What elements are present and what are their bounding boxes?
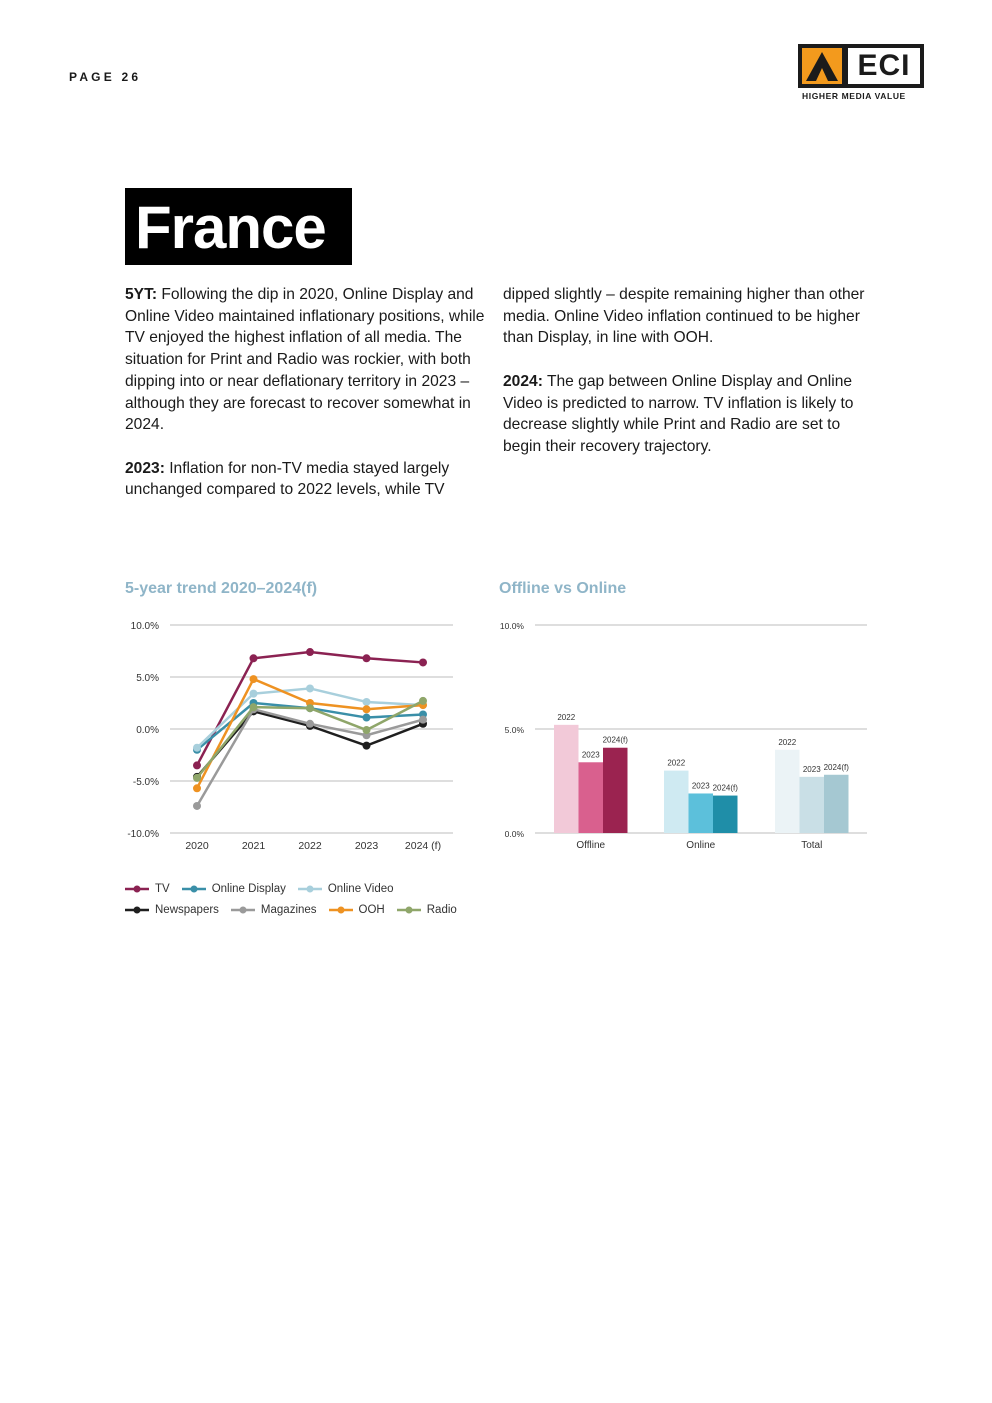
data-point	[306, 648, 314, 656]
data-point	[419, 697, 427, 705]
x-tick-label: 2023	[354, 840, 379, 852]
paragraph-text: Inflation for non-TV media stayed largely unchanged compared to 2022 levels, while TV	[125, 459, 450, 499]
x-tick-label: Total	[801, 840, 823, 851]
legend-item	[298, 883, 394, 895]
legend-swatch-dot	[306, 885, 313, 892]
legend-item	[125, 883, 170, 895]
data-point	[193, 744, 201, 752]
paragraph-2023	[125, 458, 489, 501]
legend-label: Newspapers	[155, 903, 219, 916]
bar	[775, 750, 800, 833]
eci-logo	[798, 44, 924, 102]
data-point	[250, 703, 258, 711]
body-column-right	[503, 284, 867, 479]
y-tick-label: 0.0%	[504, 829, 524, 839]
legend-row	[125, 878, 485, 899]
legend-swatch-dot	[190, 885, 197, 892]
bar-label: 2022	[667, 758, 686, 768]
bar	[689, 793, 714, 833]
bar-label: 2022	[778, 737, 797, 747]
data-point	[363, 698, 371, 706]
data-point	[250, 690, 258, 698]
page-number: PAGE 26	[69, 70, 142, 84]
legend-item	[329, 904, 385, 916]
data-point	[193, 784, 201, 792]
bar	[603, 748, 628, 833]
paragraph-label: 5YT:	[125, 286, 158, 303]
x-tick-label: 2020	[185, 840, 209, 852]
data-point	[363, 726, 371, 734]
paragraph-label: 2024:	[503, 372, 543, 390]
legend-item	[397, 904, 457, 916]
data-point	[363, 714, 371, 722]
data-point	[363, 654, 371, 662]
x-tick-label: Offline	[576, 840, 606, 851]
legend-swatch-icon	[329, 905, 353, 915]
bar-chart	[495, 610, 875, 860]
bar-label: 2023	[581, 750, 600, 760]
logo-tagline: HIGHER MEDIA VALUE	[802, 91, 906, 101]
paragraph-2023-continued: dipped slightly – despite remaining higher than other media. Online Video inflation continued to be higher than Display, in line with OOH.	[503, 286, 865, 347]
bar	[579, 762, 604, 833]
y-tick-label: -10.0%	[127, 829, 159, 840]
x-tick-label: 2021	[241, 840, 266, 852]
bar	[713, 796, 738, 833]
legend-swatch-icon	[125, 905, 149, 915]
paragraph-5yt	[125, 284, 489, 436]
logo-arrow-icon	[802, 48, 842, 84]
y-tick-label: -5.0%	[132, 777, 159, 788]
paragraph-2024	[503, 371, 867, 458]
data-point	[193, 774, 201, 782]
bar	[664, 771, 689, 833]
legend-swatch-dot	[405, 906, 412, 913]
data-point	[306, 684, 314, 692]
legend-swatch-dot	[239, 906, 246, 913]
legend-label: TV	[155, 882, 170, 895]
paragraph-text: Following the dip in 2020, Online Display and Online Video maintained inflationary positions, while TV enjoyed the highest inflation of all media. The situation for Print and Radio was rockier, with both dipping into or near deflationary territory in 2023 – although they are forecast to recover somewhat in 2024.	[125, 286, 485, 434]
bar-label: 2024(f)	[823, 762, 849, 772]
bar	[800, 777, 825, 833]
bar-chart-title: Offline vs Online	[499, 580, 627, 597]
legend-label: Magazines	[260, 903, 317, 916]
paragraph-text: The gap between Online Display and Online Video is predicted to narrow. TV inflation is likely to decrease slightly while Print and Radio are set to begin their recovery trajectory.	[503, 372, 854, 455]
logo-wordmark: ECI	[848, 48, 920, 84]
y-tick-label: 5.0%	[504, 725, 524, 735]
bar	[824, 775, 849, 833]
data-point	[419, 716, 427, 724]
legend-label: Online Video	[327, 882, 394, 895]
legend-swatch-icon	[182, 884, 206, 894]
data-point	[306, 704, 314, 712]
legend-swatch-dot	[337, 906, 344, 913]
legend-swatch-icon	[397, 905, 421, 915]
bar-label: 2022	[557, 712, 576, 722]
legend-swatch-dot	[134, 906, 141, 913]
paragraph-label: 2023:	[125, 459, 165, 477]
y-tick-label: 10.0%	[130, 621, 159, 632]
y-tick-label: 0.0%	[136, 725, 159, 736]
data-point	[250, 675, 258, 683]
line-chart	[120, 610, 465, 860]
legend-swatch-dot	[134, 885, 141, 892]
legend-row	[125, 899, 485, 920]
data-point	[250, 654, 258, 662]
x-tick-label: 2024 (f)	[404, 840, 442, 852]
legend-swatch-icon	[125, 884, 149, 894]
x-tick-label: Online	[686, 840, 716, 851]
data-point	[193, 761, 201, 769]
title-banner	[125, 188, 352, 265]
data-point	[306, 720, 314, 728]
x-tick-label: 2022	[298, 840, 322, 852]
data-point	[363, 742, 371, 750]
bar-label: 2024(f)	[602, 735, 628, 745]
body-column-left	[125, 284, 489, 523]
y-tick-label: 10.0%	[499, 621, 524, 631]
legend-swatch-icon	[298, 884, 322, 894]
bar-label: 2023	[802, 764, 821, 774]
data-point	[193, 802, 201, 810]
y-tick-label: 5.0%	[136, 673, 159, 684]
legend-label: Online Display	[211, 882, 286, 895]
line-chart-legend	[125, 878, 485, 920]
bar	[554, 725, 579, 833]
line-chart-title: 5-year trend 2020–2024(f)	[125, 580, 318, 597]
data-point	[363, 705, 371, 713]
legend-item	[182, 883, 286, 895]
legend-item	[231, 904, 317, 916]
page-title: France	[135, 194, 326, 261]
bar-label: 2023	[691, 781, 710, 791]
legend-label: Radio	[426, 903, 457, 916]
legend-item	[125, 904, 219, 916]
data-point	[419, 658, 427, 666]
legend-label: OOH	[358, 903, 385, 916]
bar-label: 2024(f)	[712, 783, 738, 793]
legend-swatch-icon	[231, 905, 255, 915]
